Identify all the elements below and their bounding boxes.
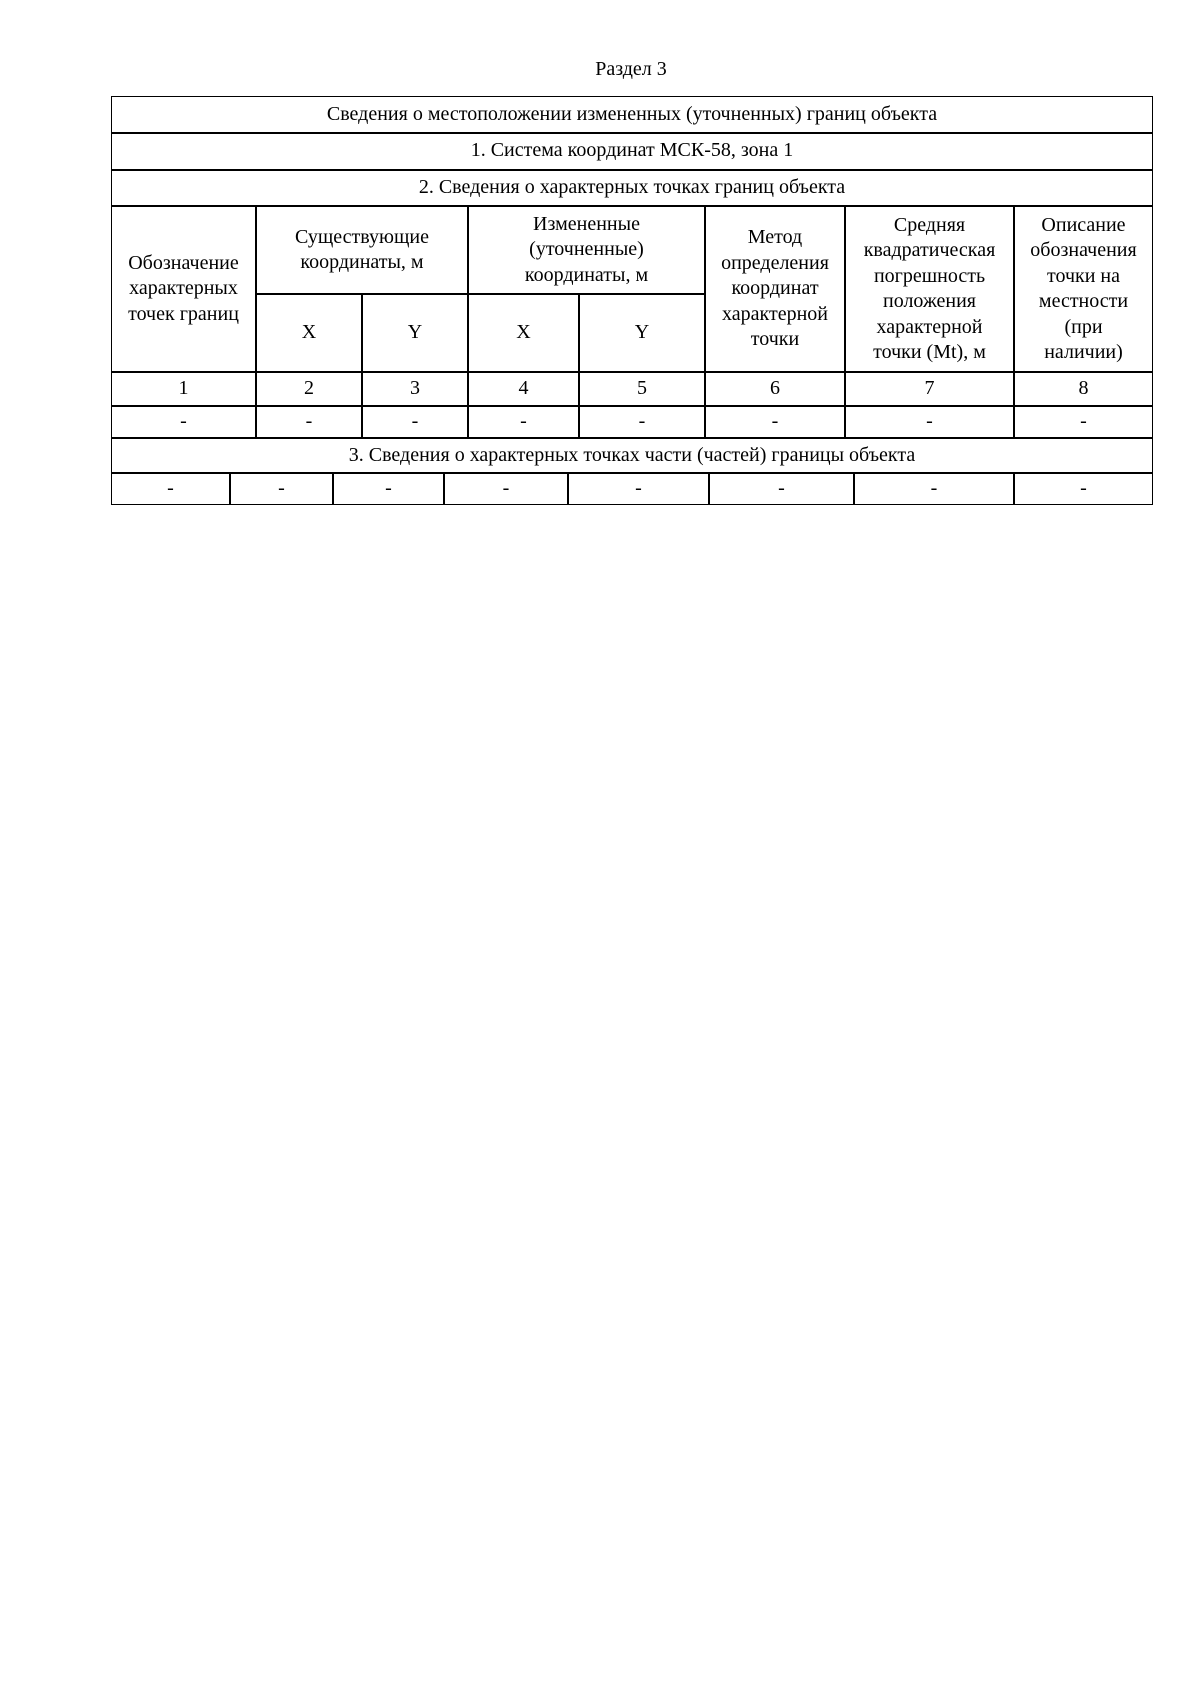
column-number: 5 — [637, 377, 647, 400]
table-cell: - — [502, 477, 510, 500]
column-number: 8 — [1078, 377, 1089, 400]
table-cell: - — [1080, 410, 1087, 433]
column-number: 3 — [410, 377, 420, 400]
parts-heading: 3. Сведения о характерных точках части (частей) границы объекта — [348, 443, 916, 466]
column-number: 1 — [178, 377, 189, 400]
table-cell: - — [1080, 477, 1087, 500]
header-existing-coordinates: Существующие координаты, м — [295, 225, 429, 273]
header-mean-error: Средняя квадратическая погрешность положения характерной точки (Mt), м — [863, 213, 996, 363]
header-changed-coordinates: Измененные (уточненные) координаты, м — [524, 212, 649, 286]
column-number: 6 — [770, 377, 780, 400]
table-cell: - — [411, 410, 419, 433]
header-existing-x: X — [301, 321, 317, 344]
header-existing-y: Y — [407, 321, 423, 344]
table-cell: - — [305, 410, 313, 433]
table-cell: - — [385, 477, 392, 500]
header-point-designation: Обозначение характерных точек границ — [128, 251, 239, 325]
header-description: Описание обозначения точки на местности (при наличии) — [1030, 213, 1137, 363]
table-cell: - — [638, 410, 646, 433]
column-number: 2 — [304, 377, 314, 400]
section-label: Раздел 3 — [595, 58, 667, 80]
table-cell: - — [635, 477, 642, 500]
table-cell: - — [180, 410, 187, 433]
header-method: Метод определения координат характерной точки — [721, 226, 829, 351]
header-changed-x: X — [516, 321, 531, 344]
column-number: 4 — [518, 377, 529, 400]
table-cell: - — [278, 477, 285, 500]
header-changed-y: Y — [634, 321, 650, 344]
table-cell: - — [771, 410, 779, 433]
table-title: Сведения о местоположении измененных (уточненных) границ объекта — [326, 103, 938, 126]
table-cell: - — [520, 410, 527, 433]
table-cell: - — [930, 477, 938, 500]
column-number: 7 — [924, 377, 935, 400]
table-cell: - — [778, 477, 785, 500]
table-cell: - — [926, 410, 933, 433]
points-heading: 2. Сведения о характерных точках границ объекта — [418, 176, 846, 199]
coordinate-system-heading: 1. Система координат МСК-58, зона 1 — [470, 139, 794, 162]
table-cell: - — [167, 477, 174, 500]
